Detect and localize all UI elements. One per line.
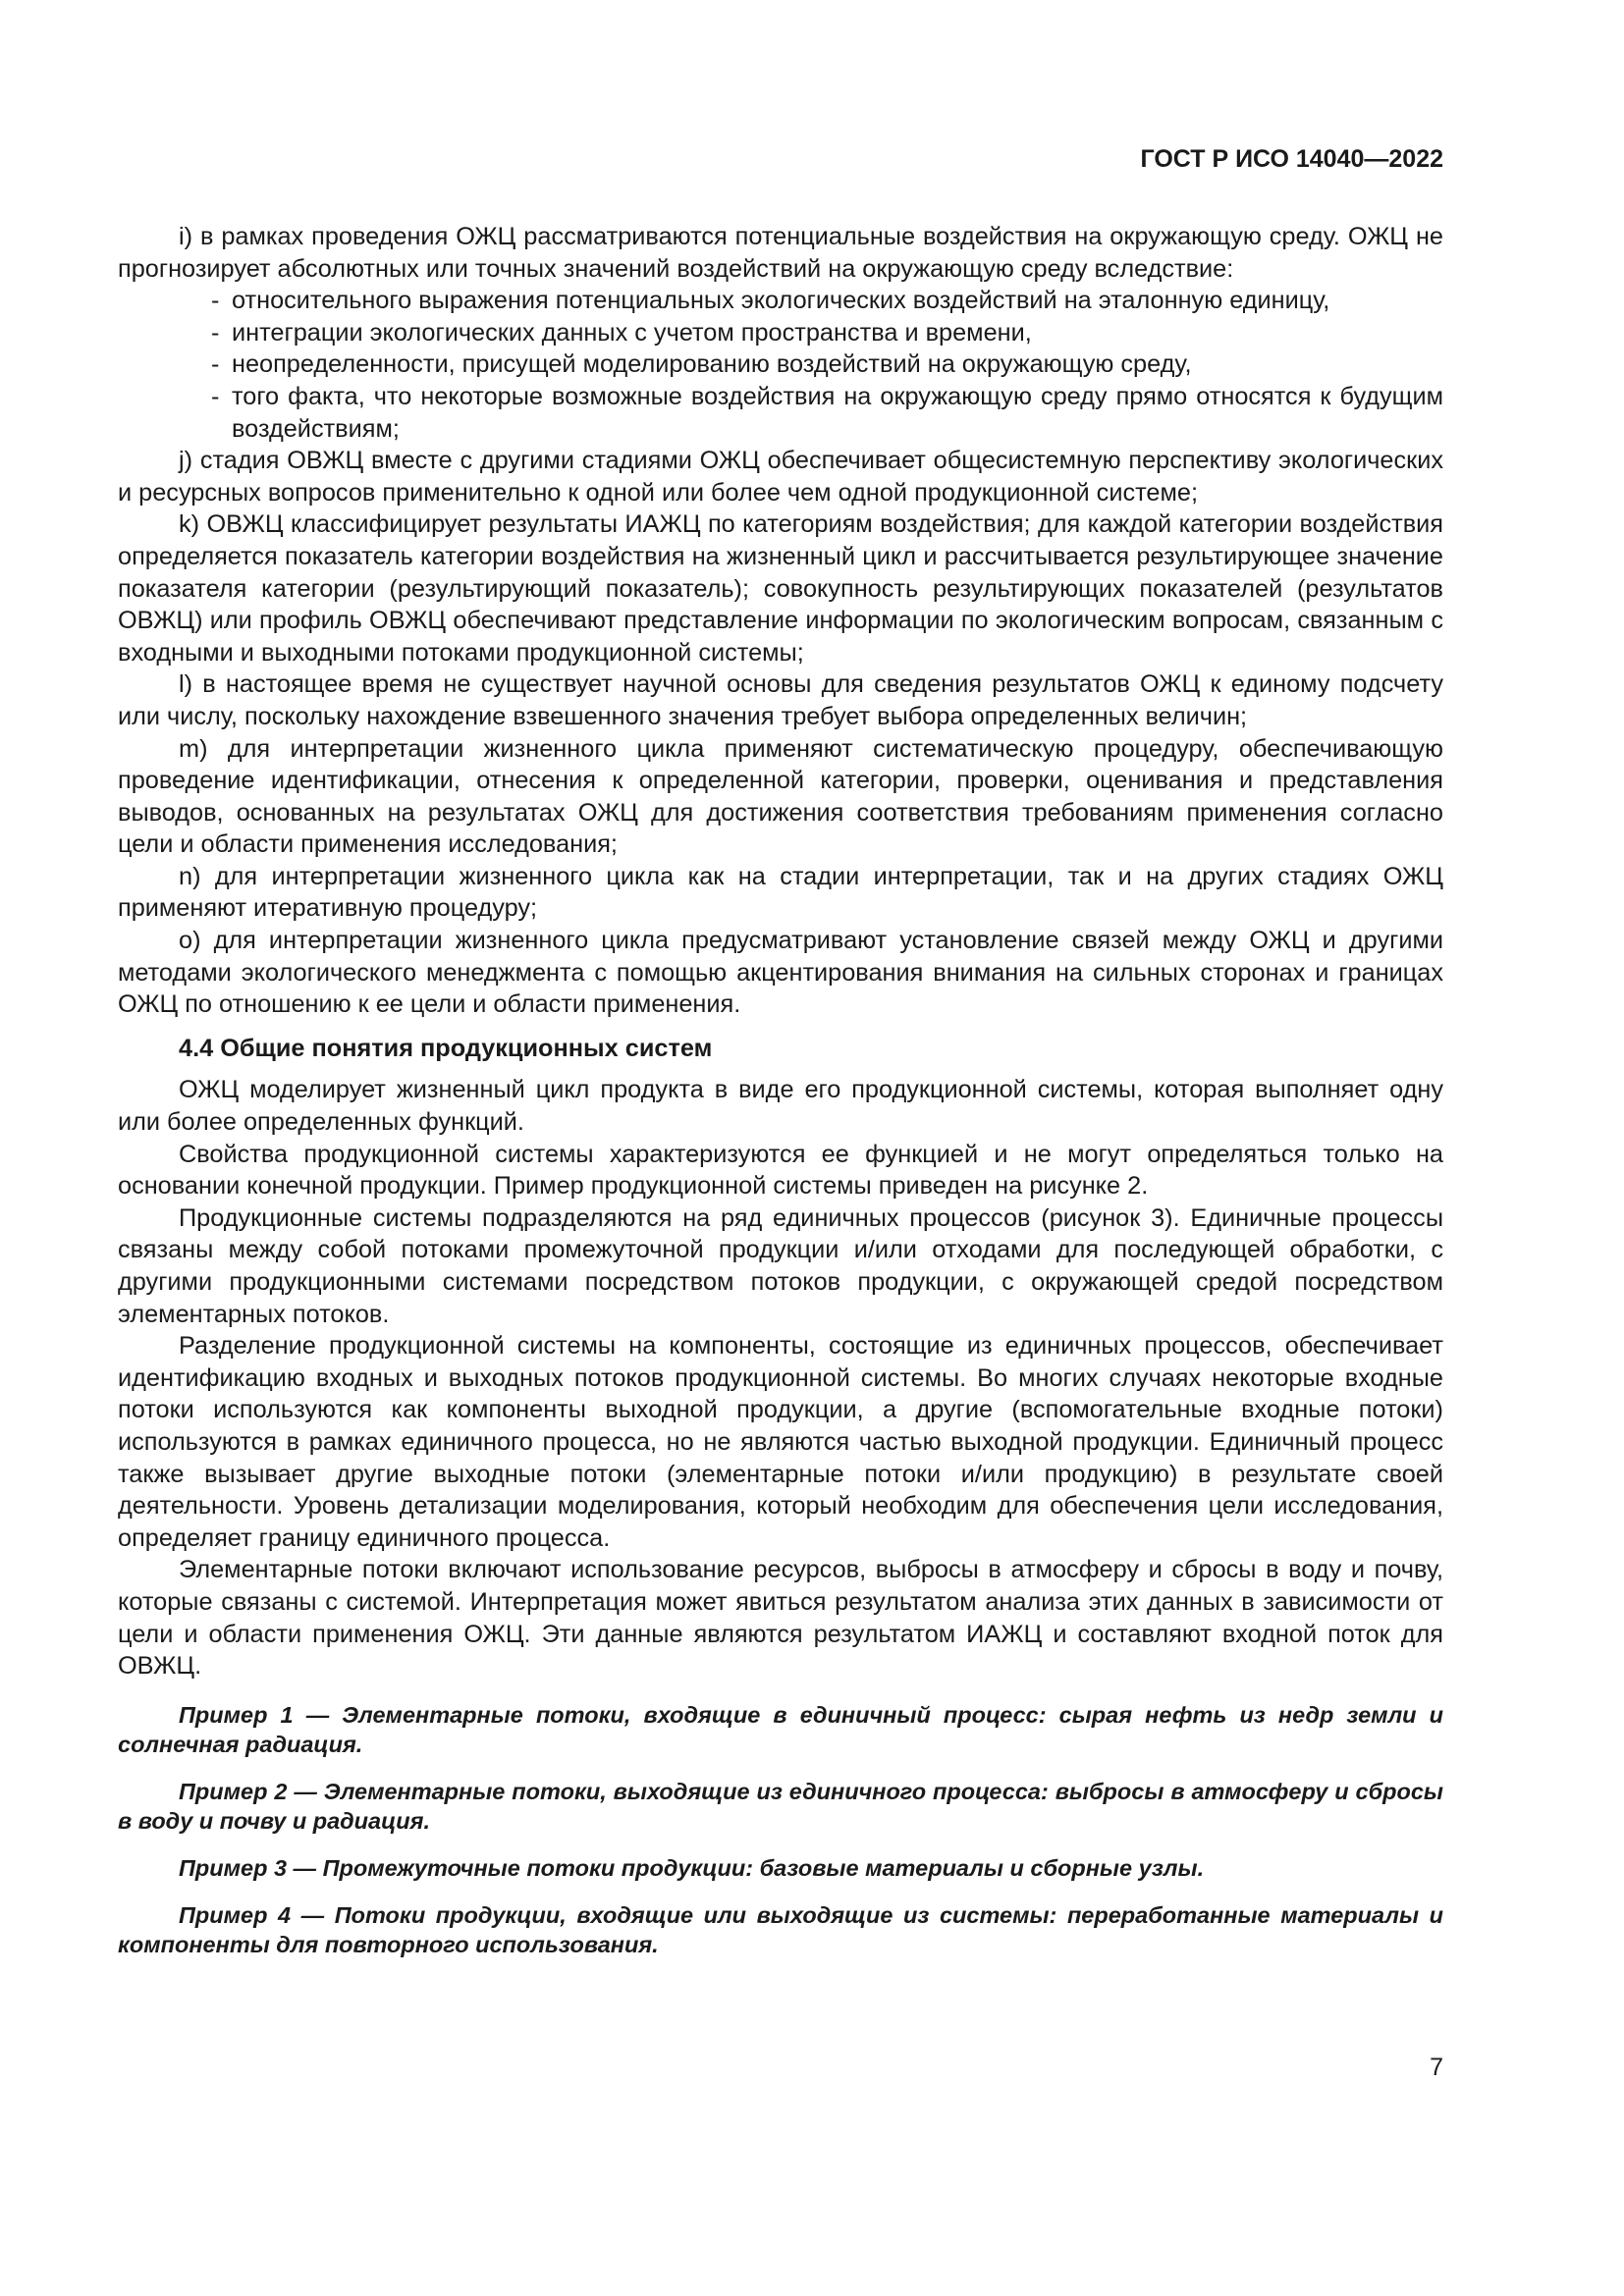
dash-marker: - xyxy=(211,287,220,315)
paragraph-i: i) в рамках проведения ОЖЦ рассматриваются потенциальные воздействия на окружающую среду. ОЖЦ не прогнозирует абсолютных или точных значений воздействий на окружающую среду вследствие: xyxy=(118,223,1443,283)
paragraph-o: o) для интерпретации жизненного цикла предусматривают установление связей между ОЖЦ и другими методами экологического менеджмента с помощью акцентирования внимания на сильных сторонах и границах ОЖЦ по отношению к ее цели и области применения. xyxy=(118,927,1443,1019)
dash-marker: - xyxy=(211,382,220,410)
section-paragraph: Элементарные потоки включают использование ресурсов, выбросы в атмосферу и сбросы в воду и почву, которые связаны с системой. Интерпретация может явиться результатом анализа этих данных в зависимости от цели и области применения ОЖЦ. Эти данные являются результатом ИАЖЦ и составляют входной поток для ОВЖЦ. xyxy=(118,1556,1443,1681)
paragraph-j: j) стадия ОВЖЦ вместе с другими стадиями ОЖЦ обеспечивает общесистемную перспективу экологических и ресурсных вопросов применительно к одной или более чем одной продукционной системе; xyxy=(118,447,1443,507)
list-item-text: того факта, что некоторые возможные воздействия на окружающую среду прямо относятся к будущим воздействиям; xyxy=(232,382,1443,443)
list-item-text: неопределенности, присущей моделированию воздействий на окружающую среду, xyxy=(232,350,1192,379)
document-body xyxy=(118,221,1443,1959)
dash-marker: - xyxy=(211,318,220,347)
dash-marker: - xyxy=(211,350,220,379)
list-item-text: относительного выражения потенциальных экологических воздействий на эталонную единицу, xyxy=(232,287,1330,315)
page-number: 7 xyxy=(1430,2054,1443,2081)
section-heading: 4.4 Общие понятия продукционных систем xyxy=(179,1034,713,1062)
example-2: Пример 2 — Элементарные потоки, выходящие из единичного процесса: выбросы в атмосферу и сбросы в воду и почву и радиация. xyxy=(118,1778,1443,1834)
example-4: Пример 4 — Потоки продукции, входящие или выходящие из системы: переработанные материалы и компоненты для повторного использования. xyxy=(118,1901,1443,1957)
list-item xyxy=(118,348,1443,381)
document-header: ГОСТ Р ИСО 14040—2022 xyxy=(1140,145,1443,173)
example-3: Пример 3 — Промежуточные потоки продукции: базовые материалы и сборные узлы. xyxy=(179,1854,1205,1881)
list-item xyxy=(118,381,1443,445)
paragraph-m: m) для интерпретации жизненного цикла применяют систематическую процедуру, обеспечивающую проведение идентификации, отнесения к определенной категории, проверки, оценивания и представления выводов, основанных на результатах ОЖЦ для достижения соответствия требованиям применения согласно цели и области применения исследования; xyxy=(118,734,1443,859)
section-paragraph: Свойства продукционной системы характеризуются ее функцией и не могут определяться только на основании конечной продукции. Пример продукционной системы приведен на рисунке 2. xyxy=(118,1140,1443,1201)
list-item-text: интеграции экологических данных с учетом пространства и времени, xyxy=(232,318,1032,347)
section-paragraph: ОЖЦ моделирует жизненный цикл продукта в виде его продукционной системы, которая выполняет одну или более определенных функций. xyxy=(118,1076,1443,1137)
list-item xyxy=(118,285,1443,317)
section-paragraph: Продукционные системы подразделяются на ряд единичных процессов (рисунок 3). Единичные процессы связаны между собой потоками промежуточной продукции и/или отходами для последующей обработки, с другими продукционными системами посредством потоков продукции, с окружающей средой посредством элементарных потоков. xyxy=(118,1203,1443,1328)
bullet-list xyxy=(118,285,1443,445)
paragraph-k: k) ОВЖЦ классифицирует результаты ИАЖЦ по категориям воздействия; для каждой категории воздействия определяется показатель категории воздействия на жизненный цикл и рассчитывается результирующее значение показателя категории (результирующий показатель); совокупность результирующих показателей (результатов ОВЖЦ) или профиль ОВЖЦ обеспечивают представление информации по экологическим вопросам, связанным с входными и выходными потоками продукционной системы; xyxy=(118,510,1443,667)
example-1: Пример 1 — Элементарные потоки, входящие в единичный процесс: сырая нефть из недр земли и солнечная радиация. xyxy=(118,1701,1443,1757)
section-paragraph: Разделение продукционной системы на компоненты, состоящие из единичных процессов, обеспечивает идентификацию входных и выходных потоков продукционной системы. Во многих случаях некоторые входные потоки используются как компоненты выходной продукции, а другие (вспомогательные входные потоки) используются в рамках единичного процесса, но не являются частью выходной продукции. Единичный процесс также вызывает другие выходные потоки (элементарные потоки и/или продукцию) в результате своей деятельности. Уровень детализации моделирования, который необходим для обеспечения цели исследования, определяет границу единичного процесса. xyxy=(118,1332,1443,1552)
list-item xyxy=(118,317,1443,349)
paragraph-n: n) для интерпретации жизненного цикла как на стадии интерпретации, так и на других стадиях ОЖЦ применяют итеративную процедуру; xyxy=(118,862,1443,923)
paragraph-l: l) в настоящее время не существует научной основы для сведения результатов ОЖЦ к единому подсчету или числу, поскольку нахождение взвешенного значения требует выбора определенных величин; xyxy=(118,670,1443,730)
